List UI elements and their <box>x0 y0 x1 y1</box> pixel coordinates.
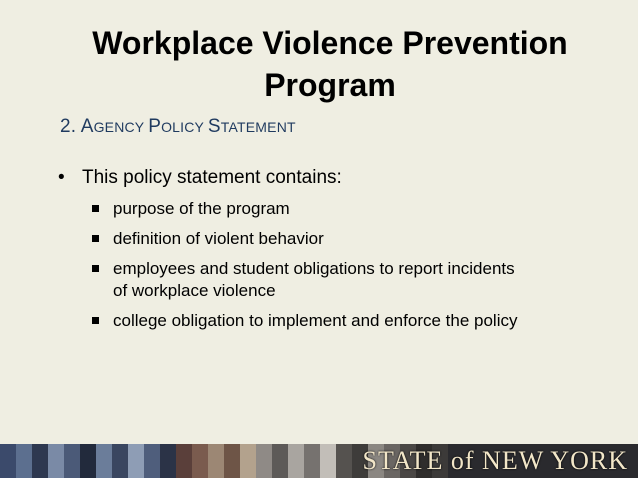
square-bullet-icon <box>92 317 99 324</box>
sub-bullet-item <box>92 198 598 220</box>
sub-bullet-item <box>92 258 598 302</box>
square-bullet-icon <box>92 235 99 242</box>
sub-bullet-text: purpose of the program <box>113 199 290 218</box>
subtitle-cap-s: S <box>207 116 221 137</box>
sub-bullet-text: college obligation to implement and enforce the policy <box>113 311 518 330</box>
bullet-list <box>58 166 598 340</box>
bullet-dot-icon: • <box>58 167 65 188</box>
sub-bullet-item <box>92 310 598 332</box>
title-line-1: Workplace Violence Prevention <box>92 25 568 61</box>
sub-bullet-list <box>92 198 598 332</box>
title-line-2: Program <box>264 67 396 103</box>
subtitle-rest-a: GENCY <box>93 119 149 135</box>
state-banner <box>0 444 638 478</box>
sub-bullet-text: employees and student obligations to report incidents of workplace violence <box>113 259 515 300</box>
slide-subtitle <box>60 116 296 138</box>
subtitle-rest-p: OLICY <box>161 119 208 135</box>
bullet-text: This policy statement contains: <box>82 167 342 188</box>
subtitle-cap-a: A <box>80 116 94 137</box>
slide-title <box>30 22 630 106</box>
square-bullet-icon <box>92 265 99 272</box>
square-bullet-icon <box>92 205 99 212</box>
subtitle-number: 2. <box>60 116 81 137</box>
subtitle-rest-s: TATEMENT <box>220 119 296 135</box>
sub-bullet-text: definition of violent behavior <box>113 229 324 248</box>
sub-bullet-item <box>92 228 598 250</box>
bullet-item <box>58 166 598 190</box>
subtitle-cap-p: P <box>148 116 162 137</box>
banner-title: STATE of NEW YORK <box>362 446 628 475</box>
